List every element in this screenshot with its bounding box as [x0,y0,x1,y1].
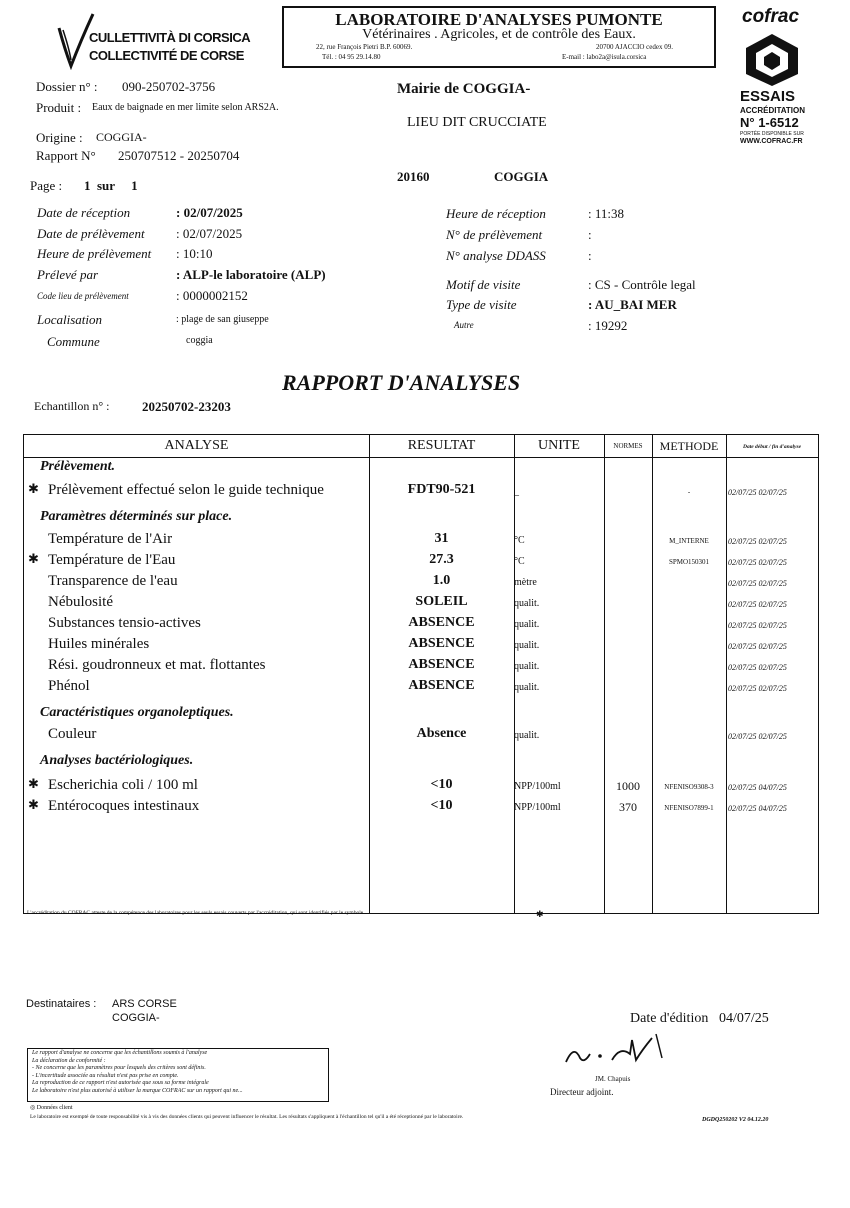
header-resultat: RESULTAT [407,438,476,453]
header-dates: Date début / fin d'analyse [742,444,802,450]
cofrac-hexagon-icon [742,32,802,88]
edition-value: 04/07/25 [719,1011,769,1026]
signatory-name: JM. Chapuis [595,1075,631,1083]
analysis-dates: 02/07/25 02/07/25 [728,663,787,672]
table-section-row [24,753,818,773]
cofrac-brand: cofrac [742,6,800,27]
note-line-5: Le laboratoire n'est plus autorisé à utiliser la marque COFRAC sur un rapport qui ne... [32,1087,243,1094]
result-value: ABSENCE [408,636,475,651]
result-value: Absence [416,726,467,741]
info-left-label-0: Date de réception [37,205,131,220]
origine-label: Origine : [36,130,83,145]
table-row [24,636,818,656]
table-row [24,552,818,572]
note-line-3: - L'incertitude associée au résultat n'est pas prise en compte. [32,1072,179,1079]
table-row [24,657,818,677]
analysis-dates: 02/07/25 04/07/25 [728,783,787,792]
info-left-value-5: : plage de san giuseppe [176,314,269,325]
analysis-dates: 02/07/25 02/07/25 [728,642,787,651]
analysis-dates: 02/07/25 02/07/25 [728,600,787,609]
norm-value: 370 [619,800,637,814]
destinataires-line2: COGGIA- [112,1012,160,1024]
cofrac-portee-2: WWW.COFRAC.FR [740,138,803,145]
logo-line-2: COLLECTIVITÉ DE CORSE [89,48,244,63]
report-title: RAPPORT D'ANALYSES [282,370,521,395]
edition-label: Date d'édition [630,1011,709,1026]
collectivite-corse-logo [55,10,251,70]
logo-line-1: CULLETTIVITÀ DI CORSICA [89,30,251,45]
analysis-name: Entérocoques intestinaux [48,798,200,814]
info-right-value-4: : AU_BAI MER [588,297,677,312]
footer-code: DGDQ250202 V2 04.12.20 [702,1117,769,1123]
analysis-name: Substances tensio-actives [48,615,201,631]
analysis-name: Huiles minérales [48,636,150,652]
note-line-4: La reproduction de ce rapport n'est autorisée que sous sa forme intégrale [32,1080,209,1086]
analysis-dates: 02/07/25 02/07/25 [728,537,787,546]
page-label: Page : [30,178,63,193]
table-row [24,531,818,551]
donnees-client-label: Données client [36,1105,73,1111]
analysis-name: Prélèvement effectué selon le guide technique [48,482,324,498]
table-row [24,726,818,746]
info-left-value-0: : 02/07/2025 [176,205,243,220]
cofrac-portee-1: PORTÉE DISPONIBLE SUR [740,131,804,137]
footer-disclaimer: Le laboratoire est exempté de toute responsabilité vis à vis des données clients qui peuvent influencer le résultat. Les résultats s'appliquent à l'échantillon tel qu'il a été réceptionné par le laboratoire. [30,1114,464,1120]
info-right-value-5: : 19292 [588,318,628,333]
accredited-star-icon: ✱ [28,482,39,497]
lab-subtitle: Vétérinaires . Agricoles, et de contrôle des Eaux. [362,27,636,42]
lab-email: E-mail : labo2a@isula.corsica [562,53,647,61]
unit-value: _ [514,486,519,497]
info-right-label-3: Motif de visite [446,277,521,292]
table-section-row [24,705,818,725]
result-value: SOLEIL [415,594,468,609]
header-analyse: ANALYSE [164,438,229,453]
lab-title: LABORATOIRE D'ANALYSES PUMONTE [335,10,663,29]
result-value: <10 [430,777,453,792]
table-row [24,615,818,635]
info-right-label-5: Autre [454,320,474,330]
donnees-client-icon: ◎ [30,1105,37,1111]
table-row [24,678,818,698]
table-row [24,482,818,502]
lab-address: 22, rue François Pietri B.P. 60069. [316,43,413,51]
result-value: 31 [434,531,449,546]
table-row [24,594,818,614]
result-value: FDT90-521 [407,482,476,497]
info-left-value-2: : 10:10 [176,246,213,261]
info-right-value-1: : [588,227,592,242]
table-section-row [24,459,818,479]
lab-city: 20700 AJACCIO cedex 09. [596,43,673,51]
info-left-value-1: : 02/07/2025 [176,226,243,241]
analysis-name: Température de l'Eau [48,552,176,568]
section-title: Caractéristiques organoleptiques. [40,705,234,720]
header-unite: UNITE [538,438,580,453]
recipient-city: COGGIA [494,169,549,184]
results-table [23,434,819,914]
cofrac-number: N° 1-6512 [740,115,799,130]
unit-value: qualit. [514,661,540,672]
note-line-0: Le rapport d'analyse ne concerne que les échantillons soumis à l'analyse [32,1050,208,1056]
unit-value: qualit. [514,730,540,741]
accredited-star-icon: ✱ [28,777,39,792]
info-left-label-4: Code lieu de prélèvement [37,291,129,301]
info-right-label-0: Heure de réception [446,206,546,221]
analysis-name: Transparence de l'eau [48,573,178,589]
recipient-name: Mairie de COGGIA- [397,81,531,97]
table-section-row [24,509,818,529]
info-right-value-2: : [588,248,592,263]
section-title: Paramètres déterminés sur place. [40,509,233,524]
analysis-name: Température de l'Air [48,531,173,547]
result-value: ABSENCE [408,615,475,630]
unit-value: qualit. [514,619,540,630]
unit-value: NPP/100ml [514,802,561,813]
notes-box [27,1048,329,1102]
info-right-label-2: N° analyse DDASS [446,248,546,263]
analysis-dates: 02/07/25 04/07/25 [728,804,787,813]
info-left-label-2: Heure de prélèvement [37,246,152,261]
info-right-value-0: : 11:38 [588,206,624,221]
page-value: 1 sur 1 [84,178,138,193]
note-line-2: - Ne concerne que les paramètres pour lesquels des critères sont définis. [32,1065,206,1071]
rapport-label: Rapport N° [36,148,96,163]
analysis-name: Nébulosité [48,594,113,610]
cofrac-note: L'accréditation du COFRAC atteste de la compétence des laboratoires pour les seuls essais couverts par l'accréditation, qui sont identifiés par le symbole [27,910,364,916]
dossier-label: Dossier n° : [36,79,98,94]
analysis-dates: 02/07/25 02/07/25 [728,621,787,630]
cofrac-logo [738,6,842,156]
analysis-name: Escherichia coli / 100 ml [48,777,198,793]
header-normes: NORMES [613,442,643,450]
unit-value: °C [514,535,525,546]
method-value: M_INTERNE [669,537,709,545]
produit-value: Eaux de baignade en mer limite selon ARS2A. [92,102,279,113]
echantillon-label: Echantillon n° : [34,399,110,413]
analysis-dates: 02/07/25 02/07/25 [728,732,787,741]
result-value: 1.0 [432,573,451,588]
lab-tel: Tél. : 04 95 29.14.80 [322,53,381,61]
info-left-value-4: : 0000002152 [176,288,248,303]
unit-value: qualit. [514,682,540,693]
result-value: ABSENCE [408,657,475,672]
analysis-name: Couleur [48,726,97,742]
info-left-value-6: coggia [186,335,213,346]
unit-value: qualit. [514,598,540,609]
dossier-value: 090-250702-3756 [122,79,216,94]
info-left-label-3: Prélevé par [37,267,99,282]
destinataires-line1: ARS CORSE [112,998,177,1010]
info-right-label-4: Type de visite [446,297,517,312]
info-right-label-1: N° de prélèvement [446,227,543,242]
note-line-1: La déclaration de conformité : [32,1057,106,1064]
analysis-dates: 02/07/25 02/07/25 [728,488,787,497]
method-value: SPMO150301 [668,558,710,566]
result-value: ABSENCE [408,678,475,693]
info-right-value-3: : CS - Contrôle legal [588,277,696,292]
notes-text [32,1050,324,1095]
signatory-title: Directeur adjoint. [550,1087,614,1097]
result-value: 27.3 [429,552,454,567]
analysis-dates: 02/07/25 02/07/25 [728,579,787,588]
info-left-label-5: Localisation [37,312,103,327]
cofrac-star-icon: ✱ [536,910,544,920]
info-left-label-1: Date de prélèvement [37,226,145,241]
table-row [24,777,818,797]
norm-value: 1000 [616,779,640,793]
result-value: <10 [430,798,453,813]
recipient-cp: 20160 [397,169,430,184]
origine-value: COGGIA- [96,130,147,144]
analysis-name: Rési. goudronneux et mat. flottantes [48,657,266,673]
echantillon-value: 20250702-23203 [142,399,231,414]
destinataires-label: Destinataires : [26,998,97,1010]
donnees-client [30,1104,73,1111]
produit-label: Produit : [36,100,82,115]
analysis-dates: 02/07/25 02/07/25 [728,558,787,567]
header-methode: METHODE [659,439,719,453]
analysis-name: Phénol [48,678,90,694]
method-value: NFENISO9308-3 [664,783,714,791]
unit-value: mètre [514,577,537,588]
rapport-value: 250707512 - 20250704 [118,148,240,163]
section-title: Analyses bactériologiques. [40,753,194,768]
signature-icon [560,1030,680,1070]
info-left-label-6: Commune [47,334,100,349]
accredited-star-icon: ✱ [28,552,39,567]
analysis-dates: 02/07/25 02/07/25 [728,684,787,693]
unit-value: NPP/100ml [514,781,561,792]
info-left-value-3: : ALP-le laboratoire (ALP) [176,267,326,282]
table-row [24,573,818,593]
lab-header-box [282,6,716,68]
unit-value: °C [514,556,525,567]
section-title: Prélèvement. [40,459,116,474]
table-row [24,798,818,818]
cofrac-essais: ESSAIS [740,88,796,105]
accredited-star-icon: ✱ [28,798,39,813]
cofrac-accreditation: ACCRÉDITATION [740,106,806,115]
unit-value: qualit. [514,640,540,651]
recipient-place: LIEU DIT CRUCCIATE [407,115,547,130]
method-value: NFENISO7899-1 [664,804,714,812]
method-value: - [687,488,691,496]
